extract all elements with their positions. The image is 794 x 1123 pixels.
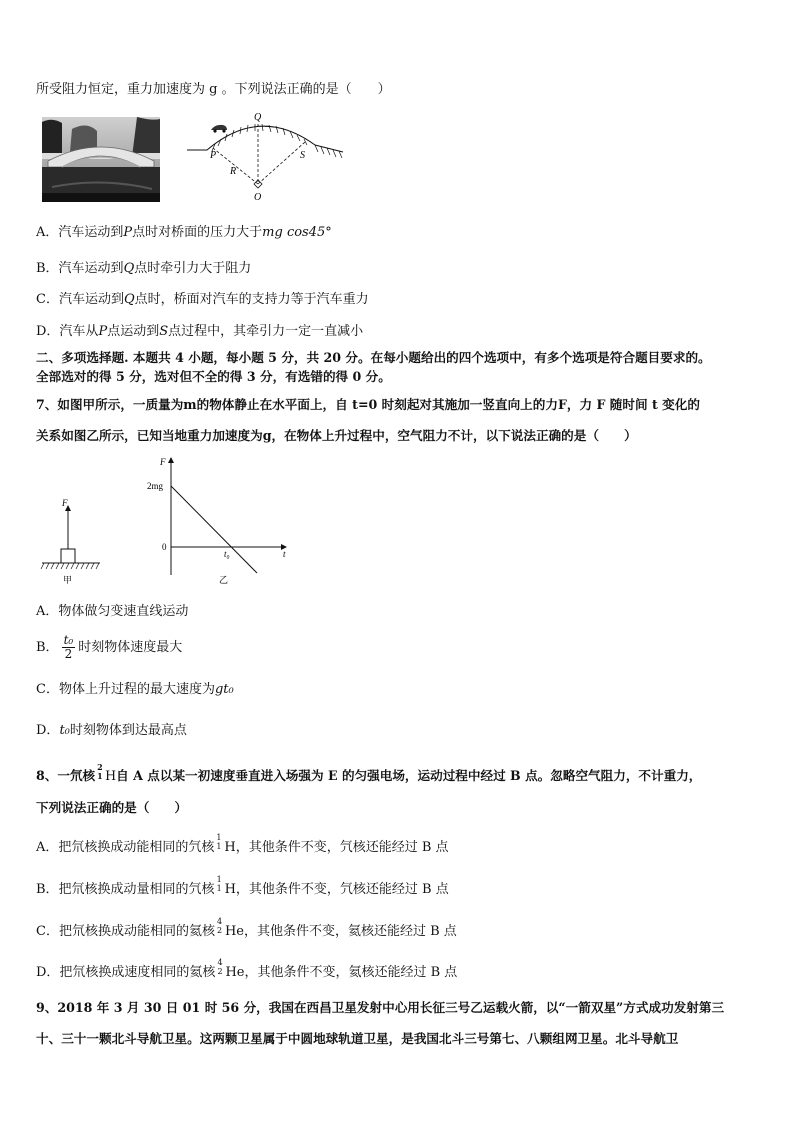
option-8B: B．把氘核换成动量相同的氕核 1 1 H，其他条件不变，氕核还能经过 B 点: [36, 875, 449, 897]
bridge-diagram: [185, 110, 345, 202]
option-7D: D．t₀时刻物体到达最高点: [36, 723, 187, 738]
yi-F-label: F: [160, 457, 166, 467]
figure-yi: [145, 453, 293, 587]
option-8A: A．把氘核换成动能相同的氕核 1 1 H，其他条件不变，氕核还能经过 B 点: [36, 833, 449, 855]
label-O: O: [254, 192, 262, 202]
q7-line2: 关系如图乙所示，已知当地重力加速度为g，在物体上升过程中，空气阻力不计，以下说法正确的是（ ）: [36, 428, 637, 443]
option-8D: D．把氘核换成速度相同的氦核 4 2 He，其他条件不变，氦核还能经过 B 点: [36, 958, 458, 980]
option-6D: D．汽车从P点运动到S点过程中，其牵引力一定一直减小: [36, 324, 364, 339]
bridge-photo: [42, 117, 160, 202]
q9-line1: 9、2018 年 3 月 30 日 01 时 56 分，我国在西昌卫星发射中心用长征三号乙运载火箭，以“一箭双星”方式成功发射第三: [36, 1000, 725, 1015]
section2-line1: 二、多项选择题. 本题共 4 小题，每小题 5 分，共 20 分。在每小题给出的四个选项中，有多个选项是符合题目要求的。: [36, 350, 711, 365]
option-7A: A．物体做匀变速直线运动: [36, 604, 189, 619]
yi-t-label: t: [283, 549, 286, 559]
option-8C: C．把氘核换成动能相同的氦核 4 2 He，其他条件不变，氦核还能经过 B 点: [36, 917, 457, 939]
label-R: R: [230, 166, 237, 177]
q9-line2: 十、三十一颗北斗导航卫星。这两颗卫星属于中圆地球轨道卫星，是我国北斗三号第七、八颗组网卫星。北斗导航卫: [36, 1031, 679, 1046]
option-7C: C．物体上升过程的最大速度为gt₀: [36, 682, 234, 697]
yi-t0-label: t₀: [224, 549, 230, 559]
yi-2mg-label: 2mg: [147, 481, 164, 491]
option-6A: A．汽车运动到P点时对桥面的压力大于mg cos45°: [36, 225, 332, 240]
q7-line1: 7、如图甲所示，一质量为m的物体静止在水平面上，自 t=0 时刻起对其施加一竖直向上的力F，力 F 随时间 t 变化的: [36, 397, 700, 412]
option-6B: B．汽车运动到Q点时牵引力大于阻力: [36, 261, 252, 276]
q8-line1: 8、一氘核 2 1 H自 A 点以某一初速度垂直进入场强为 E 的匀强电场，运动过程中经过 B 点。忽略空气阻力，不计重力，: [36, 762, 702, 783]
yi-caption: 乙: [219, 576, 229, 586]
label-Q: Q: [254, 112, 262, 123]
q8-line2: 下列说法正确的是（ ）: [36, 800, 188, 815]
yi-zero-label: 0: [162, 542, 167, 552]
option-6C: C．汽车运动到Q点时，桥面对汽车的支持力等于汽车重力: [36, 292, 369, 307]
section2-line2: 全部选对的得 5 分，选对但不全的得 3 分，有选错的得 0 分。: [36, 369, 391, 384]
jia-F-label: F: [62, 498, 68, 508]
label-S: S: [300, 150, 305, 161]
figure-jia: [40, 495, 104, 585]
question-intro: 所受阻力恒定，重力加速度为 g 。下列说法正确的是（ ）: [36, 82, 391, 97]
label-P: P: [210, 150, 217, 161]
option-7B: B． $\frac{\text{t₀}}{2}$ 时刻物体速度最大: [36, 633, 183, 661]
jia-caption: 甲: [63, 576, 73, 585]
